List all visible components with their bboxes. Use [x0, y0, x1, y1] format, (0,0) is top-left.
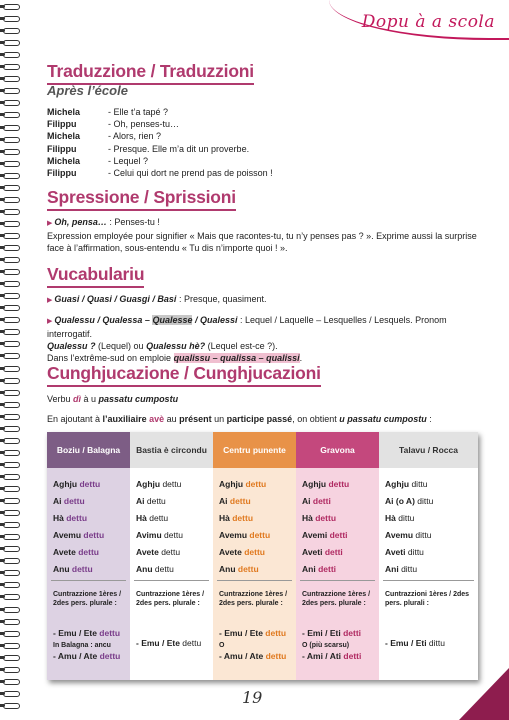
- spiral-ring: [3, 679, 20, 685]
- spiral-ring: [3, 4, 20, 10]
- spiral-ring: [3, 631, 20, 637]
- spiral-ring: [3, 438, 20, 444]
- vocab-example: Qualessu hè?: [146, 341, 206, 351]
- vocab-south-highlight: qualissu – qualissa – qualissi: [173, 353, 300, 363]
- vocab-term-part: / Qualessi: [192, 315, 238, 325]
- dialog-text: - Celui qui dort ne prend pas de poisson !: [108, 168, 273, 179]
- spiral-ring: [3, 293, 20, 299]
- contraction-aux: - Amu / Ate: [53, 651, 100, 661]
- dialog-line: [47, 130, 273, 142]
- dialog-speaker: Filippu: [47, 143, 77, 154]
- spiral-ring: [3, 486, 20, 492]
- table-cell: [53, 527, 130, 544]
- contraction-label: Cuntrazzioni 1ères / 2des pers. plurali :: [385, 591, 470, 607]
- spiral-ring: [3, 510, 20, 516]
- auxiliary-form: Anu: [219, 564, 238, 574]
- expression-term: Oh, pensa…: [54, 217, 107, 227]
- participle-form: dettu: [149, 513, 169, 523]
- spiral-ring: [3, 474, 20, 480]
- table-cell: [302, 510, 379, 527]
- contraction-participle: detti: [343, 628, 362, 638]
- column-header: Bastia è circondu: [130, 432, 213, 468]
- spiral-ring: [3, 402, 20, 408]
- participle-form: detti: [318, 564, 337, 574]
- contraction-forms: [302, 628, 377, 662]
- spiral-ring: [3, 534, 20, 540]
- contraction-note: In Balagna : ancu: [53, 642, 111, 649]
- table-cell: [53, 561, 130, 578]
- table-cell: [53, 493, 130, 510]
- table-cell: [219, 493, 296, 510]
- divider: [300, 580, 375, 581]
- column-header: Boziu / Balagna: [47, 432, 130, 468]
- contraction-aux: - Emu / Ete: [136, 638, 183, 648]
- auxiliary-form: Aveti: [385, 547, 408, 557]
- auxiliary-form: Ani: [302, 564, 319, 574]
- dialog-line: [47, 167, 273, 179]
- rule-aux: l’auxiliaire: [102, 414, 150, 424]
- table-cell: [136, 527, 213, 544]
- contraction-participle: dettu: [265, 628, 287, 638]
- spiral-ring: [3, 341, 20, 347]
- table-column: [213, 432, 296, 680]
- table-cell: [302, 493, 379, 510]
- spiral-ring: [3, 426, 20, 432]
- vocab-entry-guasi: [47, 293, 487, 307]
- participle-form: dettu: [63, 496, 85, 506]
- spiral-ring: [3, 185, 20, 191]
- auxiliary-form: Ai (o A): [385, 496, 418, 506]
- vocab-south-end: .: [299, 353, 303, 363]
- spiral-ring: [3, 366, 20, 372]
- participle-form: dittu: [417, 496, 434, 506]
- auxiliary-form: Aghju: [53, 479, 80, 489]
- contraction-form: [302, 639, 377, 651]
- conjugation-table: [47, 432, 478, 680]
- spiral-ring: [3, 64, 20, 70]
- spiral-binding: [0, 4, 22, 720]
- spiral-ring: [3, 522, 20, 528]
- column-header: Gravona: [296, 432, 379, 468]
- running-header: Dopu à a scola: [361, 12, 495, 32]
- contraction-label: Cuntrazzione 1ères / 2des pers. plurale :: [219, 591, 288, 607]
- spiral-ring: [3, 149, 20, 155]
- table-cell: [53, 476, 130, 493]
- auxiliary-form: Aghju: [219, 479, 246, 489]
- contraction-label: Cuntrazzione 1ères / 2des pers. plurale :: [53, 591, 122, 607]
- spiral-ring: [3, 558, 20, 564]
- table-column: [47, 432, 130, 680]
- dialog-text: - Alors, rien ?: [108, 131, 162, 142]
- divider: [134, 580, 209, 581]
- participle-form: dettu: [315, 513, 337, 523]
- bullet-arrow-icon: ▶: [47, 297, 53, 304]
- contraction-participle: dettu: [265, 651, 287, 661]
- divider: [217, 580, 292, 581]
- participle-form: dettu: [154, 564, 174, 574]
- vocab-term-part: Qualessu / Qualessa –: [54, 315, 153, 325]
- verb-name: dì: [73, 394, 82, 404]
- rule-ave: avè: [149, 414, 165, 424]
- rule-text: , on obtient: [292, 414, 340, 424]
- spiral-ring: [3, 703, 20, 709]
- spiral-ring: [3, 378, 20, 384]
- spiral-ring: [3, 88, 20, 94]
- spiral-ring: [3, 462, 20, 468]
- participle-form: dettu: [245, 479, 267, 489]
- vocab-south-note: Dans l’extrême-sud on emploie: [47, 353, 174, 363]
- auxiliary-form: Avemu: [53, 530, 84, 540]
- table-cell: [302, 476, 379, 493]
- vocab-example-gloss: (Lequel est-ce ?).: [205, 341, 278, 351]
- dialog-text: - Elle t’a tapé ?: [108, 107, 169, 117]
- table-cell: [136, 476, 213, 493]
- spiral-ring: [3, 317, 20, 323]
- dialog-text: - Presque. Elle m’a dit un proverbe.: [108, 143, 250, 154]
- spiral-ring: [3, 76, 20, 82]
- vocab-meaning: : Lequel / Laquelle – Lesquelles / Lesquels. Pronom interrogatif.: [47, 315, 447, 339]
- dialog-text: - Oh, penses-tu…: [108, 119, 180, 130]
- spiral-ring: [3, 498, 20, 504]
- contraction-form: [219, 651, 294, 662]
- contraction-form: [302, 651, 377, 662]
- contraction-aux: - Emu / Ete: [219, 628, 266, 638]
- contraction-participle: dettu: [99, 628, 121, 638]
- spiral-ring: [3, 390, 20, 396]
- dialog-speaker: Filippu: [47, 168, 77, 179]
- participle-form: dittu: [407, 547, 424, 557]
- table-cell: [219, 544, 296, 561]
- spiral-ring: [3, 269, 20, 275]
- contraction-note: O: [219, 642, 225, 649]
- dialog-speaker: Michela: [47, 107, 81, 117]
- contraction-forms: [53, 628, 128, 662]
- auxiliary-form: Hà: [53, 513, 67, 523]
- spiral-ring: [3, 40, 20, 46]
- contraction-aux: - Ami / Ati: [302, 651, 344, 661]
- auxiliary-form: Hà: [302, 513, 316, 523]
- participle-form: dittu: [411, 479, 428, 489]
- table-cell: [219, 476, 296, 493]
- contraction-form: [385, 638, 476, 649]
- contraction-forms: [136, 638, 211, 649]
- participle-form: dittu: [398, 513, 415, 523]
- participle-form: dettu: [162, 479, 182, 489]
- participle-form: detti: [329, 530, 348, 540]
- rule-participle: participe passé: [226, 414, 293, 424]
- participle-form: dettu: [164, 530, 183, 540]
- spiral-ring: [3, 137, 20, 143]
- participle-form: dettu: [79, 479, 101, 489]
- expression-paragraph: [47, 216, 487, 254]
- participle-form: dettu: [244, 547, 265, 557]
- table-column: [296, 432, 379, 680]
- contraction-form: [53, 639, 128, 651]
- spiral-ring: [3, 112, 20, 118]
- vocab-meaning: : Presque, quasiment.: [176, 294, 267, 304]
- section-title-traduzzione: Traduzzione / Traduzzioni: [47, 61, 254, 85]
- dialog-speaker: Michela: [47, 155, 81, 166]
- spiral-ring: [3, 100, 20, 106]
- participle-form: dittu: [415, 530, 432, 540]
- dialog-line: [47, 143, 273, 155]
- spiral-ring: [3, 607, 20, 613]
- contraction-form: [219, 628, 294, 639]
- spiral-ring: [3, 221, 20, 227]
- spiral-ring: [3, 619, 20, 625]
- vocab-term-highlight: Qualesse: [152, 315, 193, 325]
- auxiliary-form: Avete: [219, 547, 245, 557]
- auxiliary-form: Avemu: [219, 530, 250, 540]
- table-cell: [219, 527, 296, 544]
- auxiliary-form: Hà: [385, 513, 399, 523]
- dialog-line: [47, 118, 273, 130]
- participle-form: dettu: [328, 479, 350, 489]
- dialog-speaker: Michela: [47, 131, 81, 142]
- section-title-spressione: Spressione / Sprissioni: [47, 187, 236, 211]
- auxiliary-form: Avemi: [302, 530, 330, 540]
- auxiliary-form: Hà: [219, 513, 233, 523]
- auxiliary-form: Aghju: [302, 479, 329, 489]
- bullet-arrow-icon: ▶: [47, 220, 53, 227]
- table-column: [379, 432, 478, 680]
- table-cell: [385, 493, 478, 510]
- table-cell: [136, 493, 213, 510]
- spiral-ring: [3, 450, 20, 456]
- table-cell: [219, 561, 296, 578]
- divider: [51, 580, 126, 581]
- spiral-ring: [3, 173, 20, 179]
- page-number: 19: [242, 688, 263, 707]
- contraction-form: [53, 628, 128, 639]
- dialog-line: [47, 155, 273, 167]
- spiral-ring: [3, 233, 20, 239]
- vocab-term: Guasi / Quasi / Guasgi / Basi: [54, 294, 177, 304]
- auxiliary-form: Ai: [302, 496, 313, 506]
- participle-form: dettu: [83, 530, 105, 540]
- verb-mid: à u: [81, 394, 99, 404]
- spiral-ring: [3, 305, 20, 311]
- spiral-ring: [3, 257, 20, 263]
- spiral-ring: [3, 125, 20, 131]
- spiral-ring: [3, 414, 20, 420]
- contraction-participle: dettu: [182, 638, 202, 648]
- contraction-participle: dettu: [99, 651, 121, 661]
- participle-form: dettu: [249, 530, 271, 540]
- contraction-forms: [385, 638, 476, 649]
- dialog-text: - Lequel ?: [108, 155, 149, 166]
- contraction-label: Cuntrazzione 1ères / 2des pers. plurale :: [136, 591, 205, 607]
- dialog: [47, 106, 273, 179]
- section-title-cunghjucazione: Cunghjucazione / Cunghjucazioni: [47, 363, 321, 387]
- contraction-form: [302, 628, 377, 639]
- spiral-ring: [3, 16, 20, 22]
- spiral-ring: [3, 245, 20, 251]
- spiral-ring: [3, 643, 20, 649]
- table-cell: [385, 544, 478, 561]
- participle-form: detti: [324, 547, 343, 557]
- auxiliary-form: Ai: [136, 496, 147, 506]
- table-cell: [136, 544, 213, 561]
- dialog-speaker: Filippu: [47, 119, 77, 130]
- rule-text: :: [426, 414, 432, 424]
- spiral-ring: [3, 209, 20, 215]
- auxiliary-form: Aveti: [302, 547, 325, 557]
- corner-decoration: [459, 668, 509, 720]
- participle-form: dettu: [78, 547, 99, 557]
- table-cell: [53, 544, 130, 561]
- auxiliary-form: Anu: [53, 564, 72, 574]
- spiral-ring: [3, 161, 20, 167]
- spiral-ring: [3, 546, 20, 552]
- spiral-ring: [3, 197, 20, 203]
- auxiliary-form: Avimu: [136, 530, 165, 540]
- participle-form: dettu: [237, 564, 259, 574]
- auxiliary-form: Avete: [53, 547, 79, 557]
- verb-tense: passatu cumpostu: [98, 394, 179, 404]
- contraction-form: [219, 639, 294, 651]
- table-cell: [136, 510, 213, 527]
- auxiliary-form: Hà: [136, 513, 150, 523]
- participle-form: dettu: [71, 564, 93, 574]
- contraction-aux: - Emi / Eti: [302, 628, 344, 638]
- participle-form: dettu: [146, 496, 166, 506]
- table-cell: [302, 561, 379, 578]
- contraction-form: [53, 651, 128, 662]
- vocab-example: Qualessu ?: [47, 341, 96, 351]
- auxiliary-form: Ani: [385, 564, 402, 574]
- section-title-vucabulariu: Vucabulariu: [47, 264, 144, 288]
- verb-intro: Verbu: [47, 394, 74, 404]
- vocab-example-gloss: (Lequel) ou: [95, 341, 147, 351]
- contraction-participle: detti: [343, 651, 362, 661]
- spiral-ring: [3, 28, 20, 34]
- table-cell: [302, 544, 379, 561]
- participle-form: dettu: [232, 513, 254, 523]
- rule-text: au: [164, 414, 180, 424]
- rule-text: un: [211, 414, 227, 424]
- auxiliary-form: Ai: [53, 496, 64, 506]
- divider: [383, 580, 474, 581]
- auxiliary-form: Anu: [136, 564, 155, 574]
- rule-line: [47, 413, 487, 425]
- table-cell: [385, 476, 478, 493]
- participle-form: dettu: [66, 513, 88, 523]
- contraction-participle: dittu: [428, 638, 445, 648]
- auxiliary-form: Avete: [136, 547, 162, 557]
- spiral-ring: [3, 329, 20, 335]
- spiral-ring: [3, 570, 20, 576]
- auxiliary-form: Aghju: [385, 479, 412, 489]
- table-cell: [302, 527, 379, 544]
- table-cell: [385, 510, 478, 527]
- contraction-label: Cuntrazzione 1ères / 2des pers. plurale :: [302, 591, 371, 607]
- rule-text: En ajoutant à: [47, 414, 103, 424]
- table-cell: [53, 510, 130, 527]
- expression-explanation: Expression employée pour signifier « Mais que racontes-tu, tu n’y penses pas ? ». Exprime aussi la surprise face à l’affirmation, sous-entendu « Tu dis n’importe quoi ! ».: [47, 231, 477, 253]
- spiral-ring: [3, 667, 20, 673]
- table-cell: [385, 561, 478, 578]
- contraction-note: O (più scarsu): [302, 642, 350, 649]
- spiral-ring: [3, 691, 20, 697]
- dialog-line: [47, 106, 273, 118]
- auxiliary-form: Ai: [219, 496, 230, 506]
- column-header: Talavu / Rocca: [379, 432, 478, 468]
- participle-form: dettu: [161, 547, 181, 557]
- participle-form: detti: [312, 496, 331, 506]
- participle-form: dettu: [229, 496, 251, 506]
- table-column: [130, 432, 213, 680]
- table-cell: [136, 561, 213, 578]
- vocab-entry-qualessu: [47, 314, 487, 364]
- contraction-aux: - Amu / Ate: [219, 651, 266, 661]
- spiral-ring: [3, 353, 20, 359]
- contraction-forms: [219, 628, 294, 662]
- bullet-arrow-icon: ▶: [47, 318, 53, 325]
- spiral-ring: [3, 52, 20, 58]
- contraction-form: [136, 638, 211, 649]
- contraction-aux: - Emu / Eti: [385, 638, 429, 648]
- dialog-subtitle: Après l’école: [47, 83, 128, 98]
- table-cell: [385, 527, 478, 544]
- column-header: Centru punente: [213, 432, 296, 468]
- spiral-ring: [3, 582, 20, 588]
- verb-line: [47, 393, 487, 405]
- auxiliary-form: Avemu: [385, 530, 416, 540]
- auxiliary-form: Aghju: [136, 479, 163, 489]
- expression-meaning: : Penses-tu !: [106, 217, 160, 227]
- participle-form: dittu: [401, 564, 418, 574]
- spiral-ring: [3, 281, 20, 287]
- spiral-ring: [3, 655, 20, 661]
- rule-present: présent: [179, 414, 212, 424]
- rule-tense: u passatu cumpostu: [339, 414, 427, 424]
- table-cell: [219, 510, 296, 527]
- contraction-aux: - Emu / Ete: [53, 628, 100, 638]
- spiral-ring: [3, 594, 20, 600]
